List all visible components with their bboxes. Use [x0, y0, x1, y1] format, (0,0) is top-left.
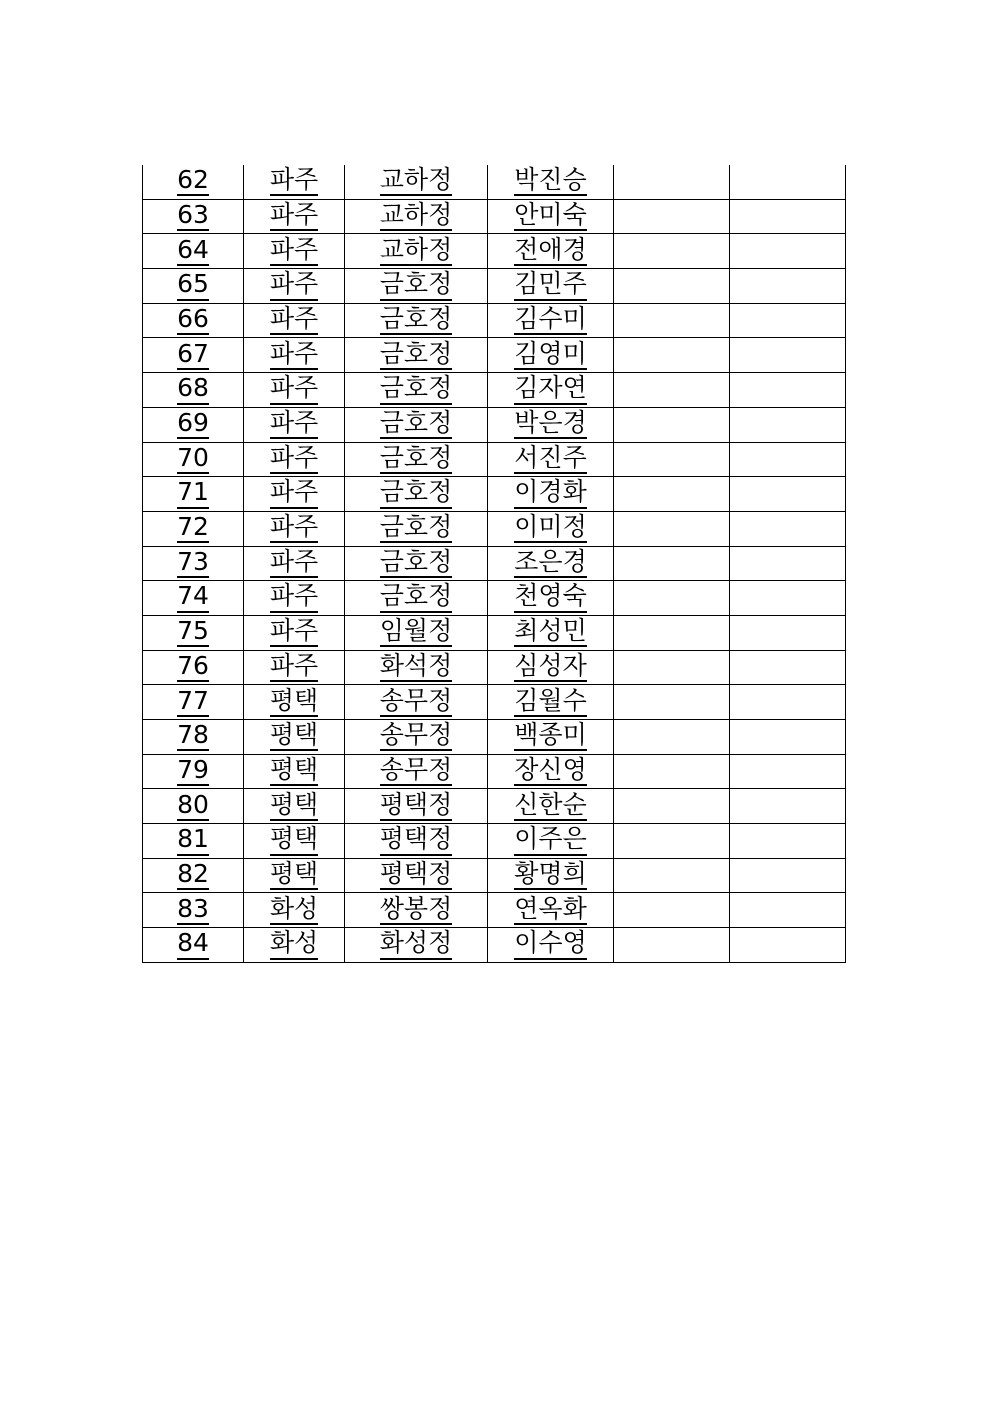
club-cell: [345, 269, 488, 304]
row-number-cell-text: 71: [177, 479, 209, 508]
club-cell-text: 금호정: [380, 271, 452, 300]
name-cell: [488, 928, 614, 963]
row-number-cell: [143, 858, 244, 893]
row-number-cell-text: 63: [177, 202, 209, 231]
club-cell-text: 금호정: [380, 341, 452, 370]
region-cell-text: 평택: [270, 861, 318, 890]
empty-cell: [730, 442, 846, 477]
region-cell: [244, 269, 345, 304]
row-number-cell-text: 75: [177, 618, 209, 647]
name-cell: [488, 546, 614, 581]
row-number-cell: [143, 789, 244, 824]
empty-cell: [730, 615, 846, 650]
region-cell-text: 파주: [270, 618, 318, 647]
empty-cell: [730, 789, 846, 824]
name-cell: [488, 581, 614, 616]
name-cell-text: 이미정: [514, 514, 586, 543]
club-cell: [345, 615, 488, 650]
row-number-cell: [143, 650, 244, 685]
row-number-cell-text: 64: [177, 237, 209, 266]
name-cell: [488, 893, 614, 928]
empty-cell: [614, 303, 730, 338]
region-cell: [244, 685, 345, 720]
row-number-cell-text: 76: [177, 653, 209, 682]
row-number-cell-text: 82: [177, 861, 209, 890]
club-cell: [345, 720, 488, 755]
row-number-cell-text: 74: [177, 583, 209, 612]
name-cell-text: 심성자: [514, 653, 586, 682]
table-row: [143, 269, 846, 304]
row-number-cell: [143, 442, 244, 477]
row-number-cell: [143, 685, 244, 720]
region-cell-text: 파주: [270, 479, 318, 508]
name-cell-text: 박진승: [514, 167, 586, 196]
club-cell-text: 송무정: [380, 722, 452, 751]
club-cell: [345, 303, 488, 338]
region-cell-text: 평택: [270, 688, 318, 717]
empty-cell: [614, 824, 730, 859]
region-cell-text: 파주: [270, 375, 318, 404]
table-row: [143, 615, 846, 650]
region-cell: [244, 789, 345, 824]
region-cell-text: 파주: [270, 583, 318, 612]
table-row: [143, 685, 846, 720]
name-cell-text: 김월수: [514, 688, 586, 717]
row-number-cell: [143, 338, 244, 373]
empty-cell: [730, 477, 846, 512]
region-cell-text: 평택: [270, 722, 318, 751]
table-row: [143, 407, 846, 442]
empty-cell: [730, 685, 846, 720]
club-cell: [345, 754, 488, 789]
table-row: [143, 303, 846, 338]
name-cell-text: 서진주: [514, 445, 586, 474]
empty-cell: [730, 199, 846, 234]
club-cell-text: 임월정: [380, 618, 452, 647]
club-cell-text: 송무정: [380, 688, 452, 717]
empty-cell: [730, 338, 846, 373]
table-row: [143, 199, 846, 234]
table-row: [143, 893, 846, 928]
row-number-cell-text: 77: [177, 688, 209, 717]
empty-cell: [730, 650, 846, 685]
row-number-cell: [143, 269, 244, 304]
name-cell: [488, 650, 614, 685]
region-cell-text: 평택: [270, 792, 318, 821]
club-cell-text: 교하정: [380, 167, 452, 196]
club-cell-text: 평택정: [380, 792, 452, 821]
empty-cell: [614, 615, 730, 650]
name-cell: [488, 754, 614, 789]
name-cell: [488, 373, 614, 408]
row-number-cell: [143, 581, 244, 616]
club-cell-text: 금호정: [380, 583, 452, 612]
name-cell: [488, 720, 614, 755]
club-cell: [345, 511, 488, 546]
row-number-cell-text: 80: [177, 792, 209, 821]
club-cell-text: 금호정: [380, 514, 452, 543]
region-cell-text: 파주: [270, 445, 318, 474]
name-cell-text: 천영숙: [514, 583, 586, 612]
name-cell: [488, 165, 614, 199]
club-cell-text: 금호정: [380, 549, 452, 578]
row-number-cell: [143, 546, 244, 581]
empty-cell: [614, 338, 730, 373]
region-cell: [244, 754, 345, 789]
name-cell-text: 황명희: [514, 861, 586, 890]
region-cell-text: 화성: [270, 930, 318, 959]
region-cell-text: 파주: [270, 653, 318, 682]
empty-cell: [730, 373, 846, 408]
club-cell: [345, 338, 488, 373]
empty-cell: [614, 789, 730, 824]
empty-cell: [614, 373, 730, 408]
region-cell: [244, 824, 345, 859]
empty-cell: [614, 754, 730, 789]
row-number-cell-text: 84: [177, 930, 209, 959]
region-cell-text: 파주: [270, 341, 318, 370]
name-cell-text: 김수미: [514, 306, 586, 335]
region-cell: [244, 546, 345, 581]
region-cell: [244, 893, 345, 928]
name-cell: [488, 199, 614, 234]
club-cell: [345, 477, 488, 512]
empty-cell: [614, 199, 730, 234]
row-number-cell-text: 69: [177, 410, 209, 439]
name-cell: [488, 338, 614, 373]
club-cell-text: 평택정: [380, 861, 452, 890]
table-row: [143, 720, 846, 755]
club-cell-text: 쌍봉정: [380, 896, 452, 925]
region-cell: [244, 373, 345, 408]
club-cell-text: 금호정: [380, 306, 452, 335]
row-number-cell: [143, 720, 244, 755]
table-row: [143, 581, 846, 616]
row-number-cell: [143, 615, 244, 650]
club-cell: [345, 546, 488, 581]
club-cell-text: 교하정: [380, 202, 452, 231]
row-number-cell-text: 67: [177, 341, 209, 370]
name-cell-text: 이주은: [514, 826, 586, 855]
table-row: [143, 546, 846, 581]
club-cell-text: 평택정: [380, 826, 452, 855]
name-cell: [488, 511, 614, 546]
club-cell-text: 송무정: [380, 757, 452, 786]
region-cell: [244, 650, 345, 685]
name-cell-text: 김영미: [514, 341, 586, 370]
table-row: [143, 165, 846, 199]
club-cell: [345, 928, 488, 963]
row-number-cell: [143, 477, 244, 512]
name-cell-text: 연옥화: [514, 896, 586, 925]
region-cell-text: 평택: [270, 826, 318, 855]
row-number-cell: [143, 754, 244, 789]
empty-cell: [730, 858, 846, 893]
club-cell-text: 교하정: [380, 237, 452, 266]
region-cell-text: 파주: [270, 167, 318, 196]
region-cell: [244, 234, 345, 269]
club-cell: [345, 858, 488, 893]
empty-cell: [730, 893, 846, 928]
row-number-cell-text: 73: [177, 549, 209, 578]
club-cell: [345, 407, 488, 442]
row-number-cell-text: 62: [177, 167, 209, 196]
table-row: [143, 511, 846, 546]
region-cell: [244, 338, 345, 373]
row-number-cell: [143, 165, 244, 199]
empty-cell: [614, 234, 730, 269]
name-cell-text: 안미숙: [514, 202, 586, 231]
name-cell-text: 백종미: [514, 722, 586, 751]
table-row: [143, 373, 846, 408]
name-cell-text: 신한순: [514, 792, 586, 821]
club-cell: [345, 165, 488, 199]
club-cell: [345, 685, 488, 720]
club-cell: [345, 442, 488, 477]
row-number-cell: [143, 511, 244, 546]
table-row: [143, 650, 846, 685]
region-cell-text: 평택: [270, 757, 318, 786]
empty-cell: [730, 581, 846, 616]
table-row: [143, 338, 846, 373]
region-cell: [244, 615, 345, 650]
table-row: [143, 477, 846, 512]
empty-cell: [730, 546, 846, 581]
row-number-cell-text: 70: [177, 445, 209, 474]
empty-cell: [730, 511, 846, 546]
empty-cell: [614, 650, 730, 685]
row-number-cell: [143, 893, 244, 928]
name-cell: [488, 269, 614, 304]
club-cell: [345, 373, 488, 408]
row-number-cell: [143, 234, 244, 269]
name-cell-text: 박은경: [514, 410, 586, 439]
table-row: [143, 928, 846, 963]
name-cell-text: 김민주: [514, 271, 586, 300]
row-number-cell-text: 72: [177, 514, 209, 543]
empty-cell: [730, 303, 846, 338]
region-cell: [244, 303, 345, 338]
roster-body: [143, 165, 846, 962]
row-number-cell: [143, 373, 244, 408]
region-cell: [244, 928, 345, 963]
empty-cell: [614, 511, 730, 546]
name-cell-text: 김자연: [514, 375, 586, 404]
empty-cell: [614, 720, 730, 755]
region-cell-text: 파주: [270, 514, 318, 543]
name-cell: [488, 615, 614, 650]
row-number-cell-text: 78: [177, 722, 209, 751]
region-cell: [244, 442, 345, 477]
region-cell-text: 파주: [270, 549, 318, 578]
region-cell: [244, 581, 345, 616]
name-cell-text: 장신영: [514, 757, 586, 786]
empty-cell: [614, 442, 730, 477]
club-cell: [345, 581, 488, 616]
empty-cell: [730, 407, 846, 442]
table-row: [143, 824, 846, 859]
name-cell: [488, 407, 614, 442]
table-row: [143, 858, 846, 893]
empty-cell: [730, 165, 846, 199]
row-number-cell: [143, 928, 244, 963]
club-cell-text: 화석정: [380, 653, 452, 682]
empty-cell: [730, 824, 846, 859]
club-cell: [345, 824, 488, 859]
empty-cell: [614, 269, 730, 304]
name-cell: [488, 303, 614, 338]
name-cell-text: 이경화: [514, 479, 586, 508]
row-number-cell-text: 83: [177, 896, 209, 925]
empty-cell: [730, 754, 846, 789]
region-cell: [244, 858, 345, 893]
empty-cell: [730, 269, 846, 304]
row-number-cell: [143, 199, 244, 234]
region-cell: [244, 199, 345, 234]
club-cell-text: 금호정: [380, 375, 452, 404]
table-row: [143, 442, 846, 477]
empty-cell: [614, 928, 730, 963]
row-number-cell: [143, 824, 244, 859]
club-cell-text: 금호정: [380, 479, 452, 508]
name-cell: [488, 789, 614, 824]
region-cell-text: 파주: [270, 306, 318, 335]
row-number-cell-text: 81: [177, 826, 209, 855]
empty-cell: [730, 234, 846, 269]
name-cell: [488, 685, 614, 720]
name-cell: [488, 858, 614, 893]
empty-cell: [614, 477, 730, 512]
empty-cell: [614, 685, 730, 720]
empty-cell: [614, 407, 730, 442]
club-cell-text: 금호정: [380, 445, 452, 474]
table-row: [143, 234, 846, 269]
roster-table: [142, 165, 846, 963]
region-cell: [244, 720, 345, 755]
empty-cell: [614, 893, 730, 928]
region-cell-text: 화성: [270, 896, 318, 925]
club-cell-text: 화성정: [380, 930, 452, 959]
row-number-cell-text: 66: [177, 306, 209, 335]
club-cell-text: 금호정: [380, 410, 452, 439]
name-cell-text: 조은경: [514, 549, 586, 578]
empty-cell: [614, 581, 730, 616]
region-cell: [244, 407, 345, 442]
name-cell-text: 전애경: [514, 237, 586, 266]
name-cell-text: 최성민: [514, 618, 586, 647]
region-cell: [244, 477, 345, 512]
empty-cell: [614, 165, 730, 199]
region-cell-text: 파주: [270, 271, 318, 300]
empty-cell: [730, 928, 846, 963]
name-cell-text: 이수영: [514, 930, 586, 959]
name-cell: [488, 477, 614, 512]
club-cell: [345, 789, 488, 824]
name-cell: [488, 234, 614, 269]
name-cell: [488, 442, 614, 477]
row-number-cell: [143, 303, 244, 338]
region-cell: [244, 165, 345, 199]
region-cell-text: 파주: [270, 410, 318, 439]
club-cell: [345, 199, 488, 234]
table-row: [143, 754, 846, 789]
region-cell-text: 파주: [270, 237, 318, 266]
region-cell: [244, 511, 345, 546]
row-number-cell-text: 68: [177, 375, 209, 404]
club-cell: [345, 650, 488, 685]
row-number-cell-text: 79: [177, 757, 209, 786]
row-number-cell: [143, 407, 244, 442]
empty-cell: [614, 858, 730, 893]
empty-cell: [730, 720, 846, 755]
name-cell: [488, 824, 614, 859]
empty-cell: [614, 546, 730, 581]
club-cell: [345, 234, 488, 269]
row-number-cell-text: 65: [177, 271, 209, 300]
region-cell-text: 파주: [270, 202, 318, 231]
club-cell: [345, 893, 488, 928]
table-row: [143, 789, 846, 824]
